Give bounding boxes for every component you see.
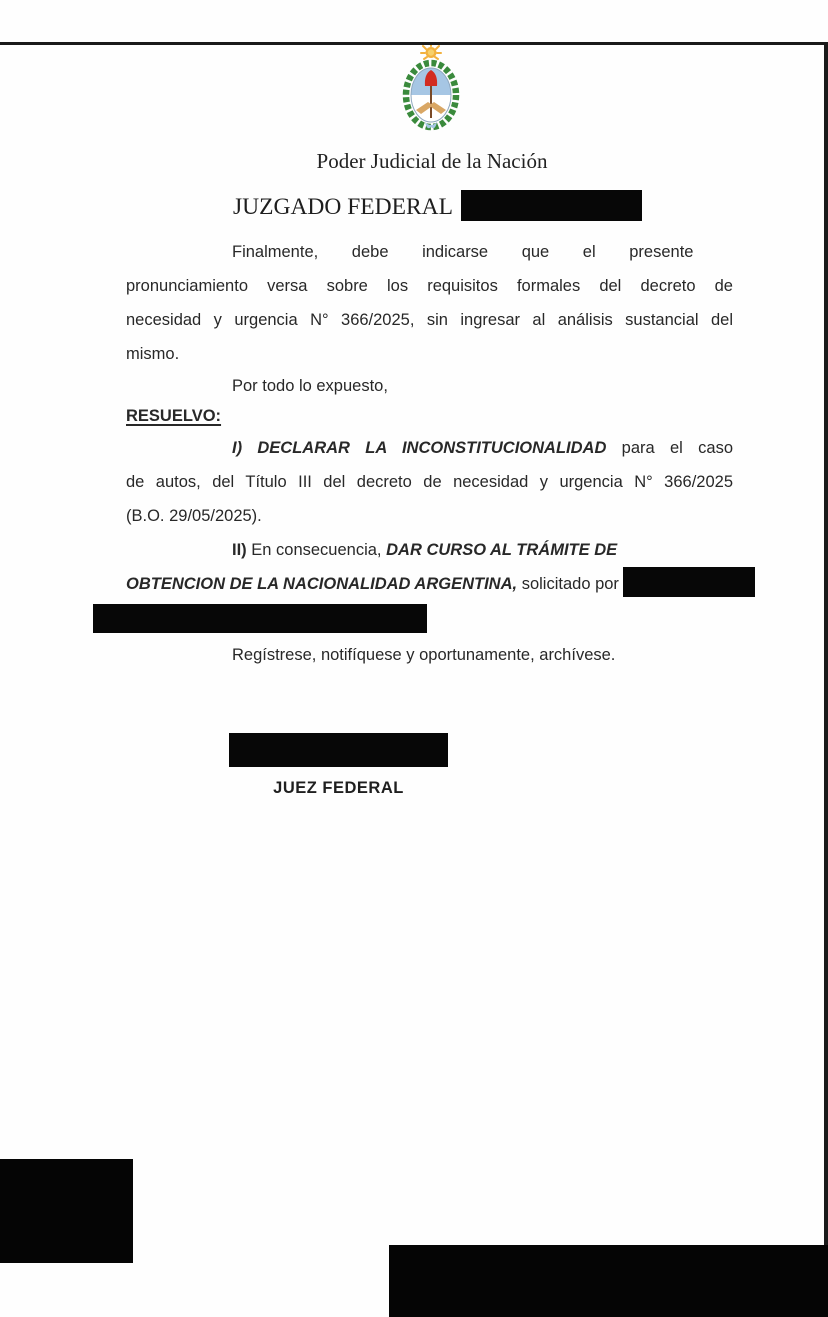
item1-line-2: de autos, del Título III del decreto de necesidad y urgencia N° 366/2025 [126,473,733,491]
redaction-box-applicant-name [623,567,755,597]
redaction-box-bottom-left [0,1159,133,1263]
court-heading [233,190,828,223]
item2-intro: En consecuencia, [251,541,382,559]
item2-line-2 [126,567,733,601]
item1-line-1 [126,431,733,465]
document-body [0,235,733,805]
item2-bold-italic-2: OBTENCION DE LA NACIONALIDAD ARGENTINA, [126,575,518,593]
item2-numeral: II) [232,541,247,559]
institution-title: Poder Judicial de la Nación [316,149,548,173]
scan-edge-right [824,42,828,1317]
resolution-item-1 [126,431,733,533]
item2-rest: solicitado por [521,575,619,593]
scan-edge-top [0,42,828,45]
paragraph-final-note [126,235,733,371]
redaction-box-applicant-details [93,604,427,633]
redaction-box-bottom-right [389,1245,828,1317]
para1-line-4: mismo. [126,345,180,363]
judge-role-label: JUEZ FEDERAL [273,779,404,797]
resuelvo-heading: RESUELVO: [126,407,222,425]
item1-lead-rest: para el caso [621,439,733,457]
item1-bold-italic: I) DECLARAR LA INCONSTITUCIONALIDAD [232,439,607,457]
item2-bold-italic-1: DAR CURSO AL TRÁMITE DE [386,541,618,559]
para1-line-2: pronunciamiento versa sobre los requisitos formales del decreto de [126,277,733,295]
para1-line-3: necesidad y urgencia N° 366/2025, sin ingresar al análisis sustancial del [126,311,733,329]
por-todo-line: Por todo lo expuesto, [232,377,388,395]
item2-line-3 [126,604,733,638]
court-title-text: JUZGADO FEDERAL [233,194,453,220]
closing-line: Regístrese, notifíquese y oportunamente, archívese. [232,646,616,664]
item2-line-1 [126,533,733,567]
redaction-box-court-name [461,190,642,221]
redaction-box-signature [229,733,448,767]
item1-line-3: (B.O. 29/05/2025). [126,507,262,525]
para1-line-1: Finalmente, debe indicarse que el presente [232,243,694,261]
resolution-item-2 [126,533,733,638]
argentina-coat-of-arms-icon [394,42,468,134]
